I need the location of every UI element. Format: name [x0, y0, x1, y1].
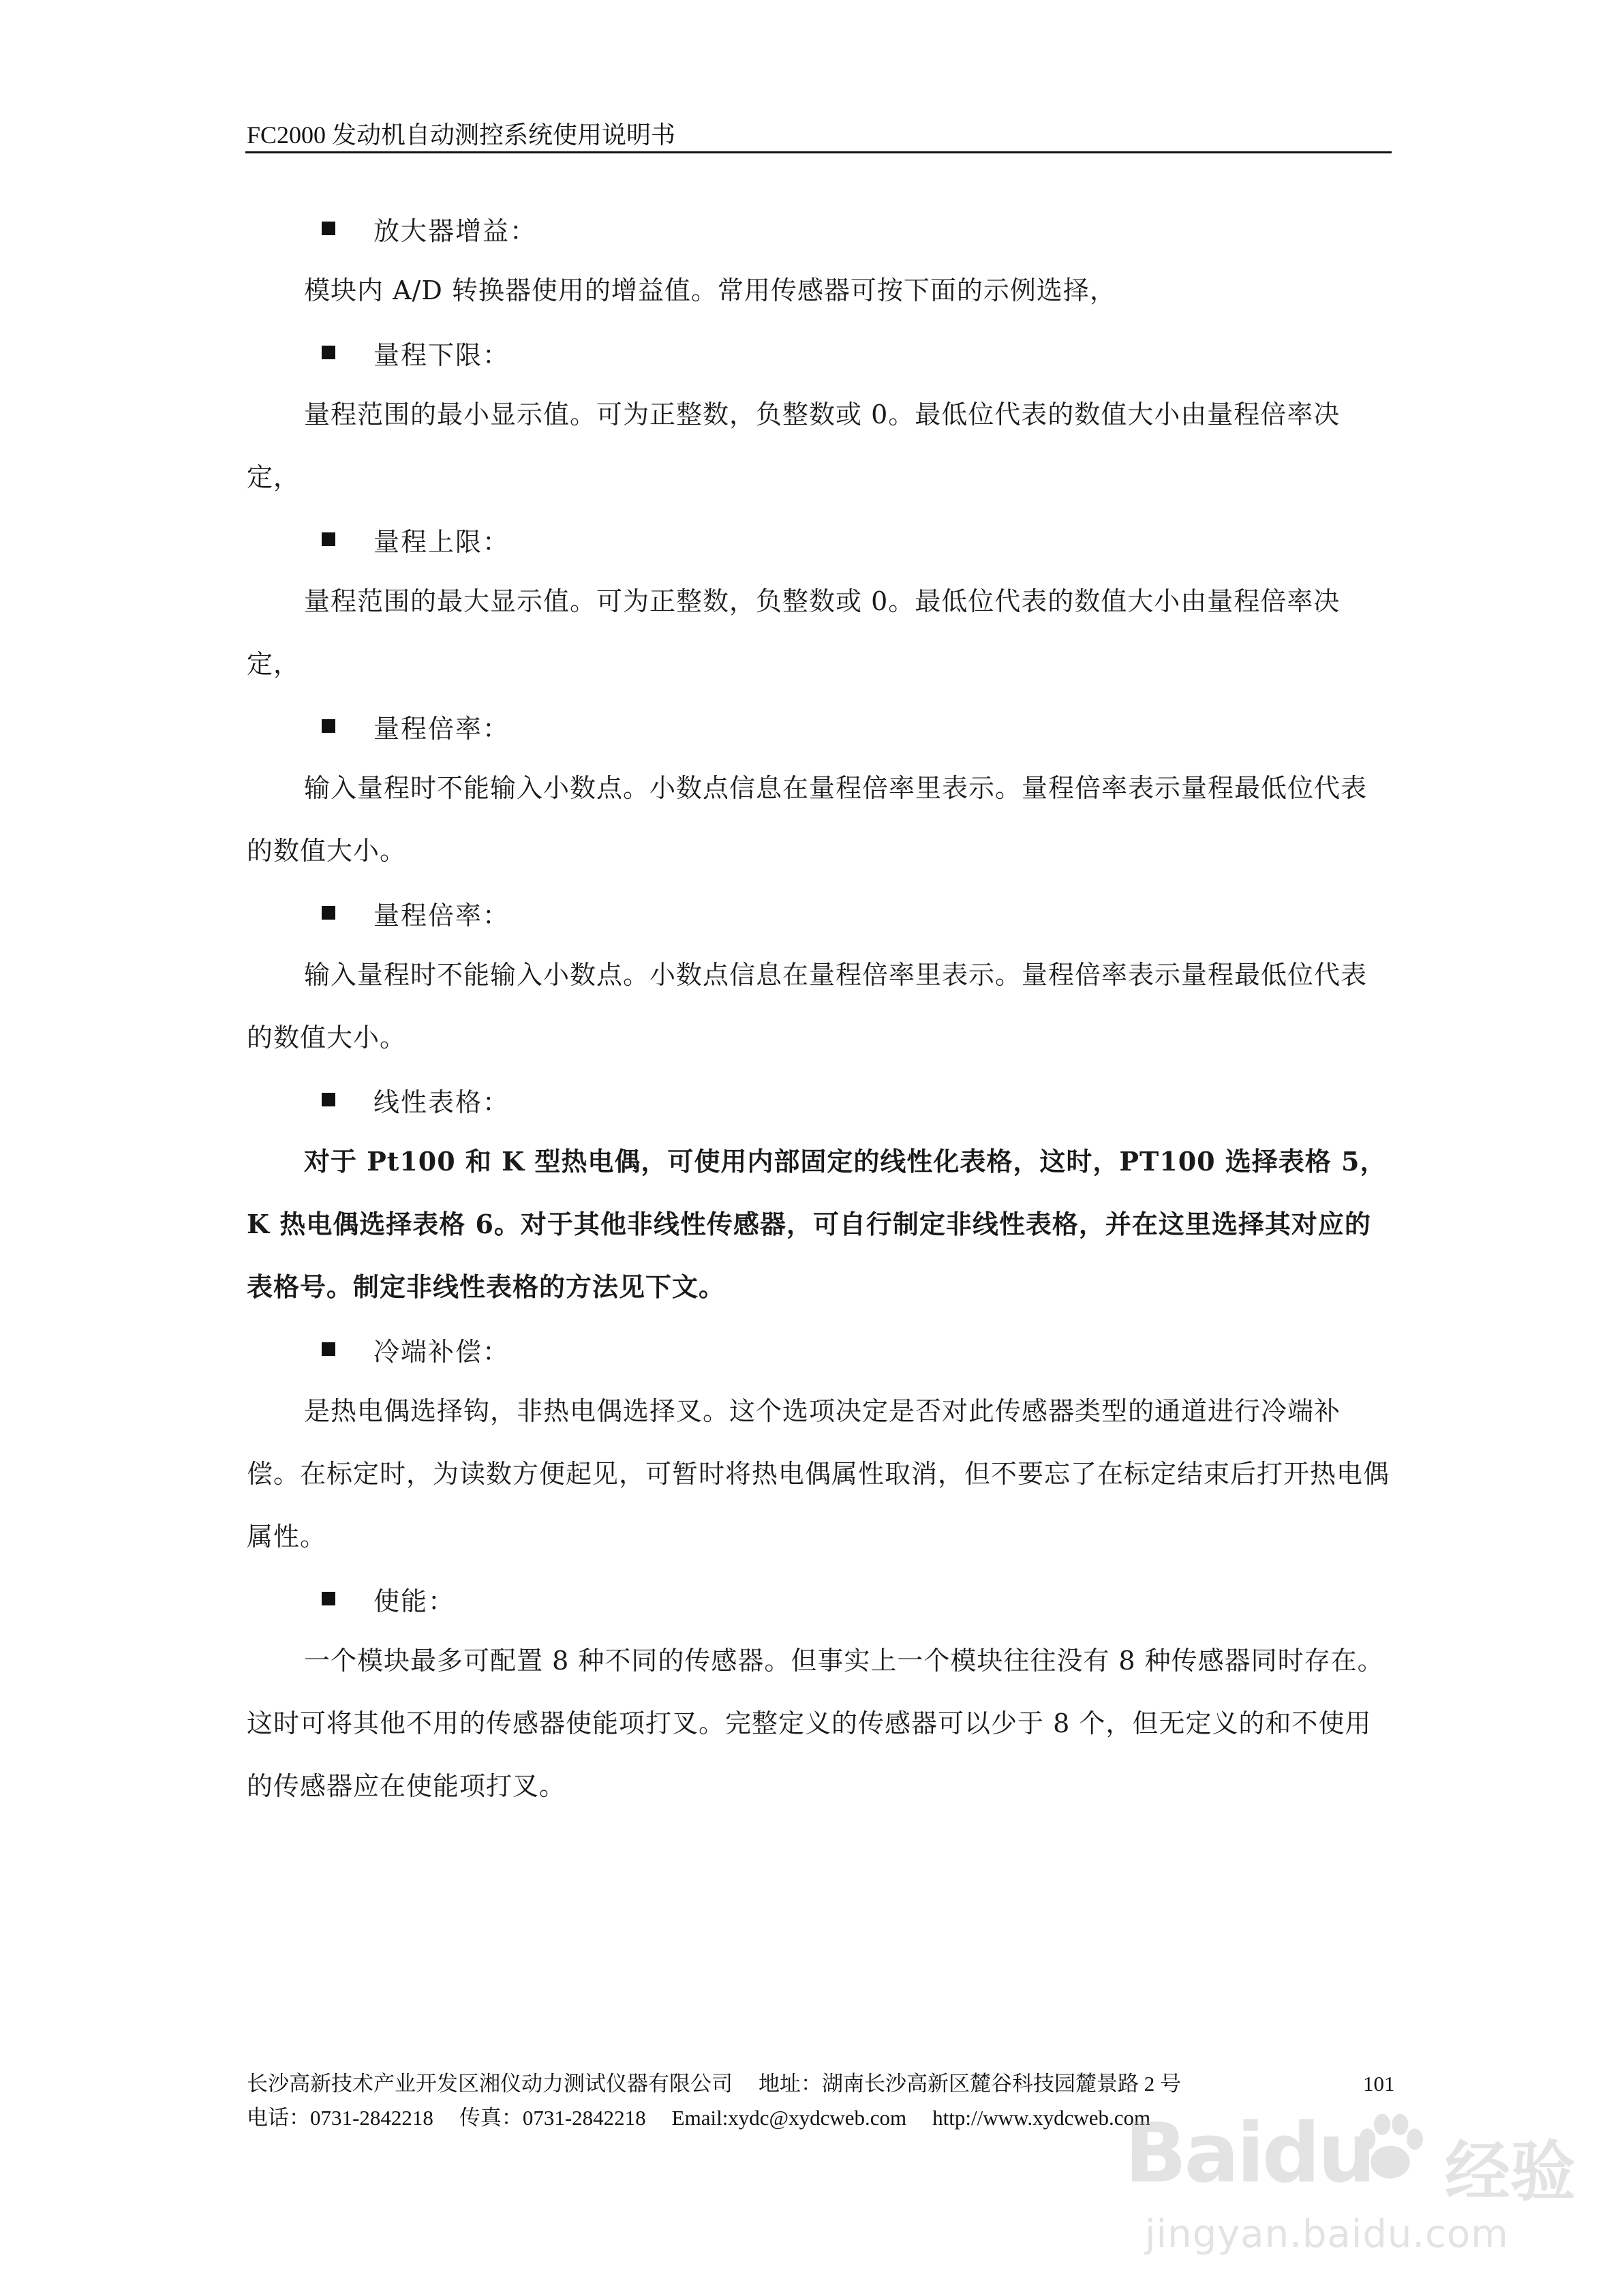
square-bullet-icon: [322, 719, 335, 733]
watermark-brand: Baidu: [1124, 2106, 1373, 2201]
square-bullet-icon: [322, 532, 335, 546]
section-heading-label: 量程上限：: [373, 526, 510, 557]
footer-phone: 电话：0731-2842218: [247, 2106, 433, 2130]
footer-company: 长沙高新技术产业开发区湘仪动力测试仪器有限公司: [247, 2072, 733, 2096]
section-heading-range-lower: [322, 322, 1393, 383]
baidu-jingyan-watermark: [1124, 2079, 1588, 2284]
section-heading-label: 使能：: [373, 1586, 456, 1616]
section-heading-label: 量程下限：: [373, 339, 510, 370]
section-paragraph: 量程范围的最小显示值。可为正整数，负整数或 0。最低位代表的数值大小由量程倍率决定，: [247, 399, 1341, 492]
square-bullet-icon: [322, 906, 335, 920]
square-bullet-icon: [322, 222, 335, 235]
footer-email: Email:xydc@xydcweb.com: [671, 2106, 907, 2130]
header-title: FC2000 发动机自动测控系统使用说明书: [247, 121, 676, 149]
footer-fax: 传真：0731-2842218: [459, 2106, 646, 2130]
footer-address: 地址：湖南长沙高新区麓谷科技园麓景路 2 号: [759, 2072, 1181, 2096]
section-paragraph: 输入量程时不能输入小数点。小数点信息在量程倍率里表示。量程倍率表示量程最低位代表的数值大小。: [247, 773, 1368, 866]
section-heading-cold-junction: [322, 1318, 1393, 1380]
section-paragraph: 是热电偶选择钩，非热电偶选择叉。这个选项决定是否对此传感器类型的通道进行冷端补偿。在标定时，为读数方便起见，可暂时将热电偶属性取消，但不要忘了在标定结束后打开热电偶属性。: [247, 1396, 1390, 1552]
watermark-url: jingyan.baidu.com: [1145, 2212, 1509, 2256]
section-heading-label: 放大器增益：: [373, 215, 538, 246]
footer-website: http://www.xydcweb.com: [932, 2106, 1151, 2130]
section-heading-label: 线性表格：: [373, 1087, 510, 1117]
section-heading-linear-table: [322, 1069, 1393, 1130]
paw-icon: [1349, 2106, 1431, 2188]
page-number: 101: [1363, 2072, 1395, 2096]
section-heading-range-upper: [322, 509, 1393, 570]
square-bullet-icon: [322, 1093, 335, 1106]
document-body: [247, 198, 1393, 1817]
section-heading-enable: [322, 1568, 1393, 1629]
section-paragraph: 输入量程时不能输入小数点。小数点信息在量程倍率里表示。量程倍率表示量程最低位代表的数值大小。: [247, 960, 1368, 1053]
square-bullet-icon: [322, 346, 335, 359]
section-paragraph: 模块内 A/D 转换器使用的增益值。常用传感器可按下面的示例选择，: [304, 275, 1116, 305]
square-bullet-icon: [322, 1592, 335, 1605]
section-heading-range-multiplier-repeat: [322, 882, 1393, 943]
section-paragraph: 量程范围的最大显示值。可为正整数，负整数或 0。最低位代表的数值大小由量程倍率决定，: [247, 586, 1341, 679]
square-bullet-icon: [322, 1342, 335, 1356]
section-heading-label: 量程倍率：: [373, 900, 510, 931]
section-heading-label: 冷端补偿：: [373, 1336, 510, 1367]
section-heading-label: 量程倍率：: [373, 713, 510, 744]
watermark-brand-cn: 经验: [1445, 2134, 1576, 2210]
section-heading-range-multiplier: [322, 695, 1393, 757]
section-paragraph: 一个模块最多可配置 8 种不同的传感器。但事实上一个模块往往没有 8 种传感器同时存在。这时可将其他不用的传感器使能项打叉。完整定义的传感器可以少于 8 个，但无定义的和不使用的传感器应在使能项打叉。: [247, 1646, 1384, 1801]
section-heading-amplifier-gain: [322, 198, 1393, 259]
section-paragraph: 对于 Pt100 和 K 型热电偶，可使用内部固定的线性化表格，这时，PT100 选择表格 5，K 热电偶选择表格 6。对于其他非线性传感器，可自行制定非线性表格，并在这里选择其对应的表格号。制定非线性表格的方法见下文。: [247, 1146, 1387, 1302]
header-divider: [245, 151, 1392, 153]
